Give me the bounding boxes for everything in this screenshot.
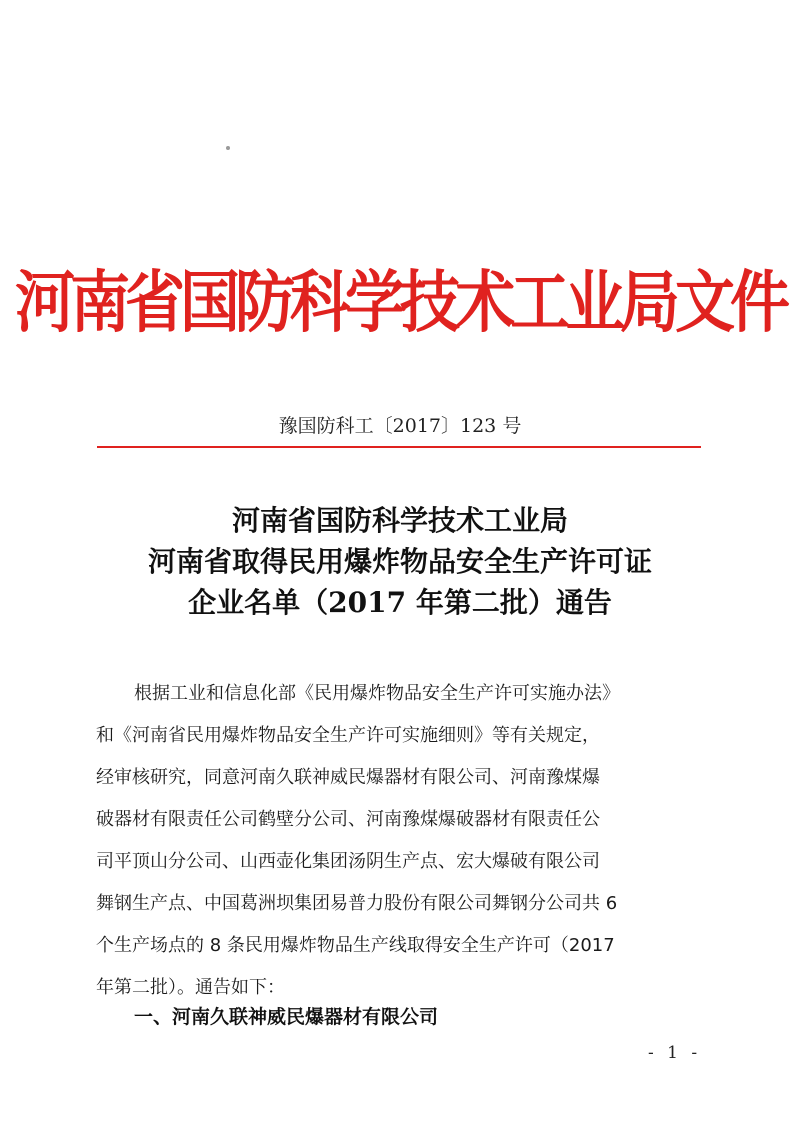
document-title [0,500,800,623]
section-heading: 一、河南久联神威民爆器材有限公司 [134,1006,439,1028]
body-line: 司平顶山分公司、山西壶化集团汤阴生产点、宏大爆破有限公司 [96,851,600,872]
body-line: 根据工业和信息化部《民用爆炸物品安全生产许可实施办法》 [134,683,620,704]
body-line: 破器材有限责任公司鹤壁分公司、河南豫煤爆破器材有限责任公 [96,809,600,830]
body-line: 和《河南省民用爆炸物品安全生产许可实施细则》等有关规定， [96,725,600,746]
scan-speck [226,146,230,150]
body-line: 年第二批）。通告如下： [96,977,285,998]
issuing-authority-header: 河南省国防科学技术工业局文件 [15,263,785,343]
body-line: 舞钢生产点、中国葛洲坝集团易普力股份有限公司舞钢分公司共 6 [96,893,618,914]
body-paragraph [96,673,696,1009]
body-line: 经审核研究，同意河南久联神威民爆器材有限公司、河南豫煤爆 [96,767,600,788]
document-number: 豫国防科工〔2017〕123 号 [278,415,522,437]
title-line-3: 企业名单（2017 年第二批）通告 [188,586,612,619]
page-number: - 1 - [648,1043,702,1063]
title-line-1: 河南省国防科学技术工业局 [231,504,568,537]
red-separator-line [97,446,701,448]
body-line: 个生产场点的 8 条民用爆炸物品生产线取得安全生产许可（2017 [96,935,615,956]
title-line-2: 河南省取得民用爆炸物品安全生产许可证 [147,545,652,578]
